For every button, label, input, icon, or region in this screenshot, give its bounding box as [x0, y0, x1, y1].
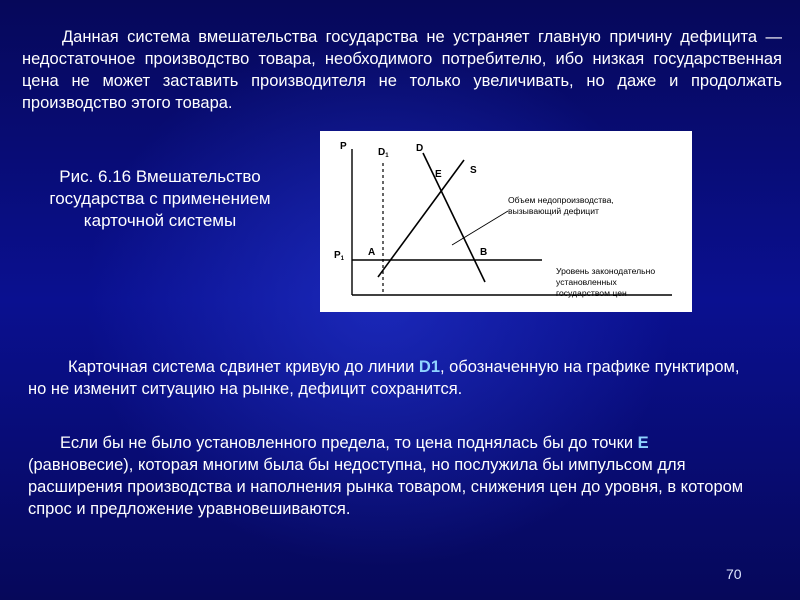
e-highlight: E [637, 434, 649, 452]
price-annotation-line3: государством цен [556, 288, 627, 298]
card-system-text-1: Карточная система сдвинет кривую до линии [68, 358, 419, 376]
market-graph [320, 131, 692, 312]
d-label: D [416, 143, 424, 154]
equilibrium-text-1: Если бы не было установленного предела, то цена поднялась бы до точки [60, 434, 638, 452]
intro-paragraph [22, 26, 782, 114]
d1-highlight: D1 [418, 358, 440, 376]
annotation-pointer [452, 211, 508, 245]
figure-caption: Рис. 6.16 Вмешательство государства с применением карточной системы [49, 167, 271, 230]
b-label: B [480, 247, 488, 258]
equilibrium-text-2: (равновесие), которая многим была бы недоступна, но послужила бы импульсом для расширения производства и наполнения рынка товаром, снижения цен до уровня, в котором спрос и предложение уравновешиваются. [28, 456, 744, 518]
shortage-annotation-line1: Объем недопроизводства, [508, 195, 614, 205]
price-annotation-line2: установленных [556, 277, 617, 287]
s-label: S [470, 165, 477, 176]
axis-p-label: P [340, 141, 347, 152]
e-label: E [435, 169, 442, 180]
shortage-annotation-line2: вызывающий дефицит [508, 206, 599, 216]
a-label: A [368, 247, 376, 258]
d1-label: $D_1$ [378, 147, 389, 159]
price-annotation-line1: Уровень законодательно [556, 266, 656, 276]
card-system-text-2: , обозначенную на графике пунктиром, но не изменит ситуацию на рынке, дефицит сохранится. [28, 358, 740, 398]
market-graph-svg [320, 131, 692, 312]
card-system-paragraph [28, 356, 758, 400]
intro-text: Данная система вмешательства государства не устраняет главную причину дефицита — недостаточное производство товара, необходимого потребителю, ибо низкая государственная цена не может заставить производителя не только увеличивать, но даже и продолжать производство этого товара. [22, 28, 782, 112]
page-number: 70 [726, 566, 742, 582]
equilibrium-paragraph [28, 432, 758, 520]
p1-label: $P_1$ [334, 250, 345, 262]
